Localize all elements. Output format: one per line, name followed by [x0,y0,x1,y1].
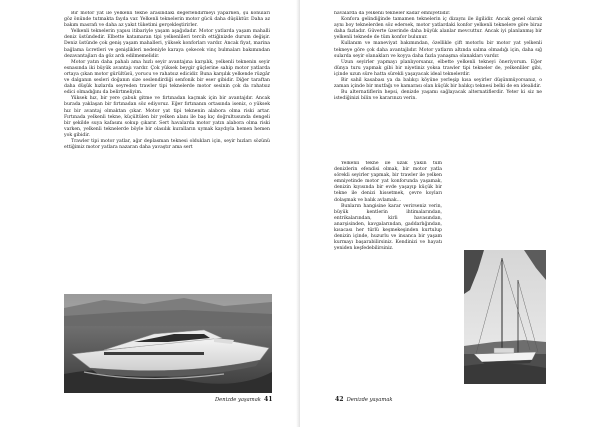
paragraph: Uzun seyirler yapmayı planlıyorsanız, elbette yelkenli tekneyi öneriyorum. Eğer dünya turu yapmak gibi bir niyetiniz yoksa trawler tipi tekneler de, yelkenliler gibi, içinde uzun süre hatta sürekli yaşayacak ideal teknelerdir. [334,59,542,77]
footer-label: Denizde yaşamak [215,397,261,403]
paragraph: Bunların hangisine karar verirseniz verin, büyük kentlerin ihtimalarından, entrikalarından, kirli havasından, anarşisinden, kavgalarından, gaddarlığından, kısacası her türlü keşmekeşinden kurtulup denizin içinde, huzurlu ve insanca bir yaşam kurmayı başarabilirsiniz. Kendinizi ve hayatı yeniden keşfedebilirsiniz. [334,203,442,252]
sailboat-photo [464,250,546,384]
paragraph: Konfora gelindiğinde tamamen teknelerin iç dizaynı ile ilgilidir. Ancak genel olarak aynı boy teknelerden söz edersek, motor yatlardaki konfor yelkenli teknelere göre biraz daha fazladır. Güverte üzerinde daha büyük alanlar mevcuttur. Ancak iyi planlanmış bir yelkenli teknede de tüm konfor bulunur. [334,17,542,41]
motor-yacht-photo [64,294,272,393]
paragraph: Bir sahil kasabası ya da balıkçı köyüne yerleşip kısa seyirler düşünmüyorsanız, o zaman içinde bir mutfağı ve kamarası olan küçük bir balıkçı teknesi belki de en idealidir. [334,78,542,90]
paragraph: Trawler tipi motor yatlar, ağır deplasman teknesi oldukları için, seyir hızları sözünü ettiğimiz motor yatlara nazaran daha yavaştır ama sert [64,138,270,151]
paragraph: Yelkenli teknelerin yapısı itibariyle yaşam aşağıdadır. Motor yatlarda yaşam mahalli deniz üstündedir. Elbette katamaran tipi yelkenlileri tercih ettiğinizde durum değişir. Deniz üstünde çok geniş yaşam mahalleri, yüksek konforları vardır. Ancak fiyat, marina bağlama ücretleri ve genişlikleri nedeniyle karaya çekecek vinç bulmaları bakımından dezavantajları da göz ardı edilmemelidir. [64,29,270,59]
right-text-column [334,11,542,159]
right-page [300,0,600,427]
paragraph: Bu alternatiflerin hepsi, denizde yaşamı sağlayacak alternatiflerdir. Yeter ki siz ne istediğinizi bilin ve kararınızı verin. [334,90,542,102]
page-number: 42 [335,396,344,403]
left-page-footer [215,396,273,403]
paragraph: Yüksek hız, bir yere çabuk gitme ve fırtınadan kaçmak için bir avantajdır. Ancak burada yaklaşan bir fırtınadan söz ediyoruz. Eğer fırtınanın ortasında iseniz, o yüksek hız bir avantaj olmaktan çıkar. Motor yat tipi teknenin alabora olma riski artar. Fırtınada yelkenli tekne, küçültülen bir yelken alanı ile baş kıç doğrultusunda dengeli bir şekilde suya kafasını sokup çıkarır. Sert havalarda motor yatın alabora olma riski varken, yelkenli teknelerde böyle bir olasılık kuralların uymak kaydıyla hemen hemen yok gibidir. [64,96,270,138]
paragraph: Kullanım ve maneviyat bakımından, özellikle çift motorlu bir motor yat yelkenli tekneye göre çok daha avantajlıdır. Motor yatların altında salma olmadığı için, daha sığ sularda seyir olanakları ve koyya daha fazla yanaşma olanakları vardır. [334,41,542,59]
right-page-footer [335,396,393,403]
paragraph: Yelkenli tekne ile uzak yakın tüm denizlerin efendisi olmak, bir motor yatla sörekli seyirler yapmak, bir trawler ile yelken emniyetinde motor yat konforunda yaşamak, denizin kıyısında bir evde yaşayıp küçük bir tekne ile denizi hissetmek, çevre koyları dolaşmak ve balık avlamak… [334,161,442,203]
paragraph: Motor yatın daha pahalı ama hızlı seyir avantajına karşılık, yelkenli teknenin seyir esnasında iki büyük avantajı vardır. Çok yüksek beygir güçlerine sahip motor yatlarda ortaya çıkan motor gürültüsü, yorucu ve rahatsız edicidir. Buna karşılık yelkende rüzgâr ve dalganın sesleri doğanın size seslendirdiği senfonik bir eser gibidir. Diğer taraftan daha düşük hızlarda seyreden trawler tipi teknelerde motor sesinin çok da rahatsız edici olmadığını da belirtmeliyim. [64,59,270,96]
paragraph: havalarda da yelkenli tekneler kadar emniyetlidir. [334,11,451,16]
footer-label: Denizde yaşamak [346,397,393,403]
left-text-column [64,11,270,293]
paragraph: Bir motor yat ile yelkenli tekne arasındaki değerlendirmeyi yaparken, şu konuları göz önünde tutmakta fayda var. Yelkenli teknelerin motor gücü daha düşüktür. Daha az bakım masrafı ve daha az yakıt tüketimi gerçekleştirirler. [64,11,270,29]
page-number: 41 [263,396,273,403]
right-narrow-column [334,161,442,383]
